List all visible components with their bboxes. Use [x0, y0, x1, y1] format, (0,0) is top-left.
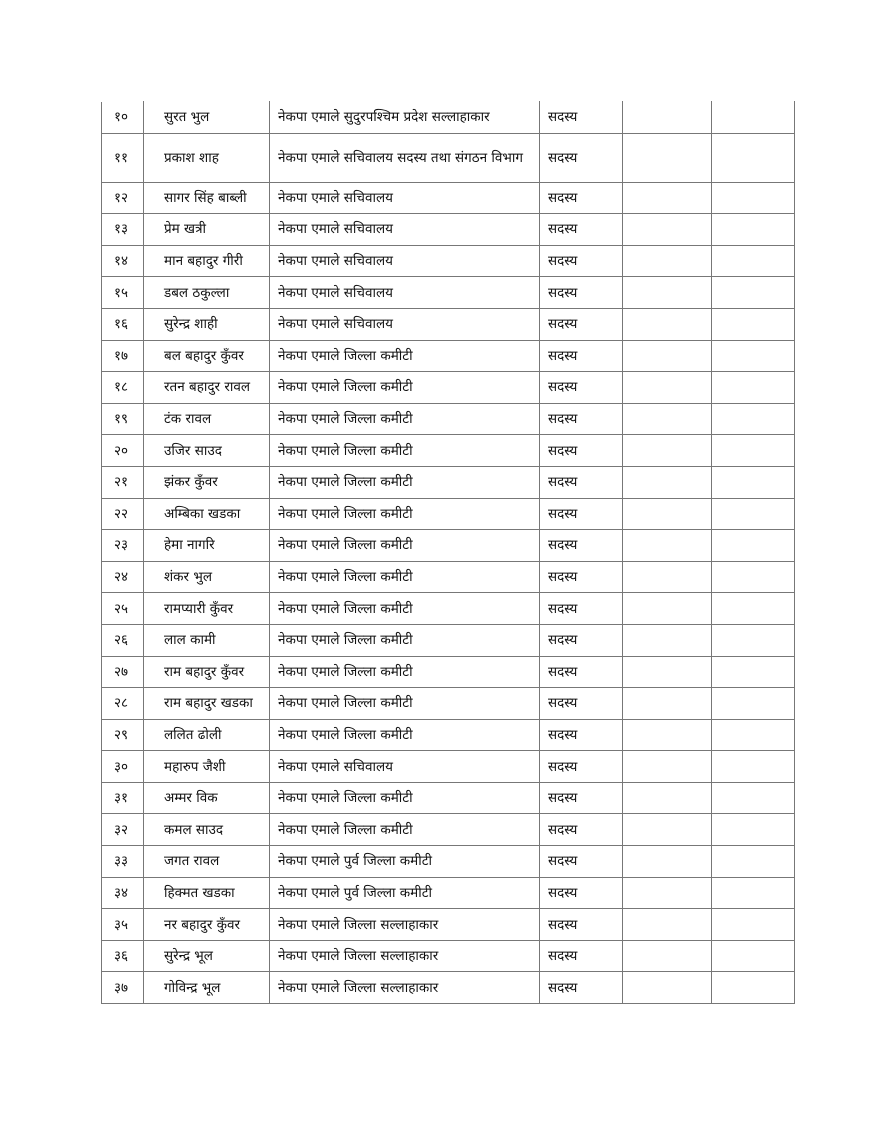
- role-cell: सदस्य: [540, 340, 623, 372]
- table-row: [102, 102, 795, 134]
- member-name-cell: उजिर साउद: [144, 435, 270, 467]
- table-row: [102, 940, 795, 972]
- role-cell: सदस्य: [540, 909, 623, 941]
- member-name-cell: मान बहादुर गीरी: [144, 245, 270, 277]
- member-name-cell: लाल कामी: [144, 624, 270, 656]
- member-name-cell: डबल ठकुल्ला: [144, 277, 270, 309]
- organization-cell: नेकपा एमाले जिल्ला कमीटी: [270, 656, 540, 688]
- empty-cell: [623, 214, 712, 246]
- empty-cell: [623, 688, 712, 720]
- empty-cell: [712, 133, 795, 182]
- table-row: [102, 782, 795, 814]
- empty-cell: [712, 751, 795, 783]
- role-cell: सदस्य: [540, 308, 623, 340]
- table-row: [102, 182, 795, 214]
- role-cell: सदस्य: [540, 561, 623, 593]
- serial-number-cell: ३६: [102, 940, 144, 972]
- empty-cell: [712, 435, 795, 467]
- role-cell: सदस्य: [540, 245, 623, 277]
- organization-cell: नेकपा एमाले सचिवालय: [270, 214, 540, 246]
- member-name-cell: प्रेम खत्री: [144, 214, 270, 246]
- empty-cell: [623, 719, 712, 751]
- member-name-cell: प्रकाश शाह: [144, 133, 270, 182]
- table-row: [102, 656, 795, 688]
- organization-cell: नेकपा एमाले सचिवालय: [270, 277, 540, 309]
- role-cell: सदस्य: [540, 403, 623, 435]
- empty-cell: [623, 782, 712, 814]
- empty-cell: [623, 593, 712, 625]
- serial-number-cell: ३२: [102, 814, 144, 846]
- organization-cell: नेकपा एमाले पुर्व जिल्ला कमीटी: [270, 877, 540, 909]
- serial-number-cell: १६: [102, 308, 144, 340]
- member-name-cell: टंक रावल: [144, 403, 270, 435]
- serial-number-cell: ३५: [102, 909, 144, 941]
- organization-cell: नेकपा एमाले जिल्ला कमीटी: [270, 530, 540, 562]
- empty-cell: [623, 561, 712, 593]
- table-row: [102, 814, 795, 846]
- empty-cell: [623, 814, 712, 846]
- member-name-cell: महारुप जैशी: [144, 751, 270, 783]
- organization-cell: नेकपा एमाले जिल्ला कमीटी: [270, 624, 540, 656]
- empty-cell: [623, 877, 712, 909]
- serial-number-cell: १५: [102, 277, 144, 309]
- member-name-cell: ललित ढोली: [144, 719, 270, 751]
- role-cell: सदस्य: [540, 102, 623, 134]
- serial-number-cell: २०: [102, 435, 144, 467]
- role-cell: सदस्य: [540, 719, 623, 751]
- organization-cell: नेकपा एमाले जिल्ला कमीटी: [270, 498, 540, 530]
- member-name-cell: रामप्यारी कुँवर: [144, 593, 270, 625]
- serial-number-cell: १९: [102, 403, 144, 435]
- empty-cell: [623, 972, 712, 1004]
- table-row: [102, 972, 795, 1004]
- member-name-cell: जगत रावल: [144, 846, 270, 878]
- empty-cell: [623, 182, 712, 214]
- member-name-cell: हिक्मत खडका: [144, 877, 270, 909]
- empty-cell: [623, 340, 712, 372]
- role-cell: सदस्य: [540, 656, 623, 688]
- empty-cell: [623, 909, 712, 941]
- empty-cell: [712, 877, 795, 909]
- role-cell: सदस्य: [540, 877, 623, 909]
- empty-cell: [623, 308, 712, 340]
- table-row: [102, 688, 795, 720]
- empty-cell: [712, 214, 795, 246]
- empty-cell: [623, 940, 712, 972]
- empty-cell: [712, 972, 795, 1004]
- table-row: [102, 214, 795, 246]
- role-cell: सदस्य: [540, 372, 623, 404]
- organization-cell: नेकपा एमाले जिल्ला सल्लाहाकार: [270, 940, 540, 972]
- serial-number-cell: २५: [102, 593, 144, 625]
- members-table: [101, 101, 795, 1004]
- empty-cell: [712, 656, 795, 688]
- serial-number-cell: १२: [102, 182, 144, 214]
- member-name-cell: अम्मर विक: [144, 782, 270, 814]
- member-name-cell: राम बहादुर खडका: [144, 688, 270, 720]
- serial-number-cell: ३४: [102, 877, 144, 909]
- role-cell: सदस्य: [540, 277, 623, 309]
- role-cell: सदस्य: [540, 214, 623, 246]
- member-name-cell: सुरेन्द्र शाही: [144, 308, 270, 340]
- role-cell: सदस्य: [540, 972, 623, 1004]
- role-cell: सदस्य: [540, 751, 623, 783]
- role-cell: सदस्य: [540, 846, 623, 878]
- member-name-cell: शंकर भुल: [144, 561, 270, 593]
- empty-cell: [623, 435, 712, 467]
- role-cell: सदस्य: [540, 624, 623, 656]
- empty-cell: [623, 624, 712, 656]
- empty-cell: [712, 782, 795, 814]
- serial-number-cell: २४: [102, 561, 144, 593]
- table-row: [102, 846, 795, 878]
- role-cell: सदस्य: [540, 182, 623, 214]
- table-row: [102, 530, 795, 562]
- serial-number-cell: ३७: [102, 972, 144, 1004]
- members-table-body: [102, 102, 795, 1004]
- empty-cell: [712, 403, 795, 435]
- organization-cell: नेकपा एमाले जिल्ला कमीटी: [270, 593, 540, 625]
- role-cell: सदस्य: [540, 530, 623, 562]
- organization-cell: नेकपा एमाले जिल्ला कमीटी: [270, 719, 540, 751]
- table-row: [102, 877, 795, 909]
- organization-cell: नेकपा एमाले जिल्ला कमीटी: [270, 340, 540, 372]
- empty-cell: [712, 688, 795, 720]
- empty-cell: [623, 498, 712, 530]
- organization-cell: नेकपा एमाले जिल्ला सल्लाहाकार: [270, 972, 540, 1004]
- organization-cell: नेकपा एमाले जिल्ला सल्लाहाकार: [270, 909, 540, 941]
- empty-cell: [623, 466, 712, 498]
- empty-cell: [623, 530, 712, 562]
- role-cell: सदस्य: [540, 940, 623, 972]
- organization-cell: नेकपा एमाले जिल्ला कमीटी: [270, 561, 540, 593]
- organization-cell: नेकपा एमाले सुदुरपश्चिम प्रदेश सल्लाहाकार: [270, 102, 540, 134]
- member-name-cell: अम्बिका खडका: [144, 498, 270, 530]
- empty-cell: [712, 909, 795, 941]
- empty-cell: [712, 102, 795, 134]
- organization-cell: नेकपा एमाले सचिवालय: [270, 245, 540, 277]
- organization-cell: नेकपा एमाले सचिवालय: [270, 751, 540, 783]
- role-cell: सदस्य: [540, 688, 623, 720]
- member-name-cell: झंकर कुँवर: [144, 466, 270, 498]
- empty-cell: [712, 372, 795, 404]
- empty-cell: [712, 308, 795, 340]
- serial-number-cell: १८: [102, 372, 144, 404]
- table-row: [102, 593, 795, 625]
- member-name-cell: हेमा नागरि: [144, 530, 270, 562]
- role-cell: सदस्य: [540, 814, 623, 846]
- empty-cell: [623, 277, 712, 309]
- member-name-cell: गोविन्द्र भूल: [144, 972, 270, 1004]
- organization-cell: नेकपा एमाले सचिवालय: [270, 308, 540, 340]
- serial-number-cell: २१: [102, 466, 144, 498]
- empty-cell: [712, 719, 795, 751]
- table-row: [102, 466, 795, 498]
- empty-cell: [623, 846, 712, 878]
- empty-cell: [712, 561, 795, 593]
- organization-cell: नेकपा एमाले जिल्ला कमीटी: [270, 782, 540, 814]
- empty-cell: [623, 751, 712, 783]
- table-row: [102, 308, 795, 340]
- organization-cell: नेकपा एमाले पुर्व जिल्ला कमीटी: [270, 846, 540, 878]
- empty-cell: [712, 340, 795, 372]
- serial-number-cell: २८: [102, 688, 144, 720]
- member-name-cell: कमल साउद: [144, 814, 270, 846]
- empty-cell: [623, 403, 712, 435]
- empty-cell: [712, 846, 795, 878]
- empty-cell: [623, 102, 712, 134]
- organization-cell: नेकपा एमाले सचिवालय सदस्य तथा संगठन विभाग: [270, 133, 540, 182]
- member-name-cell: बल बहादुर कुँवर: [144, 340, 270, 372]
- serial-number-cell: १४: [102, 245, 144, 277]
- serial-number-cell: २७: [102, 656, 144, 688]
- member-name-cell: रतन बहादुर रावल: [144, 372, 270, 404]
- serial-number-cell: २२: [102, 498, 144, 530]
- serial-number-cell: ३३: [102, 846, 144, 878]
- empty-cell: [623, 372, 712, 404]
- table-row: [102, 498, 795, 530]
- table-row: [102, 909, 795, 941]
- serial-number-cell: ३०: [102, 751, 144, 783]
- serial-number-cell: २३: [102, 530, 144, 562]
- member-name-cell: सुरत भुल: [144, 102, 270, 134]
- table-row: [102, 751, 795, 783]
- member-name-cell: सुरेन्द्र भूल: [144, 940, 270, 972]
- member-name-cell: नर बहादुर कुँवर: [144, 909, 270, 941]
- serial-number-cell: ३१: [102, 782, 144, 814]
- table-row: [102, 340, 795, 372]
- empty-cell: [623, 656, 712, 688]
- serial-number-cell: १७: [102, 340, 144, 372]
- serial-number-cell: १३: [102, 214, 144, 246]
- empty-cell: [712, 277, 795, 309]
- empty-cell: [712, 814, 795, 846]
- organization-cell: नेकपा एमाले जिल्ला कमीटी: [270, 814, 540, 846]
- empty-cell: [712, 498, 795, 530]
- table-row: [102, 133, 795, 182]
- empty-cell: [712, 466, 795, 498]
- role-cell: सदस्य: [540, 593, 623, 625]
- table-row: [102, 277, 795, 309]
- organization-cell: नेकपा एमाले जिल्ला कमीटी: [270, 466, 540, 498]
- table-row: [102, 372, 795, 404]
- empty-cell: [712, 593, 795, 625]
- empty-cell: [712, 245, 795, 277]
- serial-number-cell: २६: [102, 624, 144, 656]
- table-row: [102, 719, 795, 751]
- serial-number-cell: २९: [102, 719, 144, 751]
- empty-cell: [712, 624, 795, 656]
- empty-cell: [623, 133, 712, 182]
- table-row: [102, 403, 795, 435]
- serial-number-cell: ११: [102, 133, 144, 182]
- member-name-cell: सागर सिंह बाब्ली: [144, 182, 270, 214]
- empty-cell: [623, 245, 712, 277]
- table-row: [102, 561, 795, 593]
- organization-cell: नेकपा एमाले जिल्ला कमीटी: [270, 403, 540, 435]
- table-row: [102, 245, 795, 277]
- empty-cell: [712, 530, 795, 562]
- role-cell: सदस्य: [540, 498, 623, 530]
- role-cell: सदस्य: [540, 782, 623, 814]
- empty-cell: [712, 940, 795, 972]
- role-cell: सदस्य: [540, 466, 623, 498]
- role-cell: सदस्य: [540, 133, 623, 182]
- empty-cell: [712, 182, 795, 214]
- serial-number-cell: १०: [102, 102, 144, 134]
- organization-cell: नेकपा एमाले जिल्ला कमीटी: [270, 372, 540, 404]
- member-name-cell: राम बहादुर कुँवर: [144, 656, 270, 688]
- organization-cell: नेकपा एमाले सचिवालय: [270, 182, 540, 214]
- role-cell: सदस्य: [540, 435, 623, 467]
- organization-cell: नेकपा एमाले जिल्ला कमीटी: [270, 435, 540, 467]
- table-row: [102, 435, 795, 467]
- table-row: [102, 624, 795, 656]
- organization-cell: नेकपा एमाले जिल्ला कमीटी: [270, 688, 540, 720]
